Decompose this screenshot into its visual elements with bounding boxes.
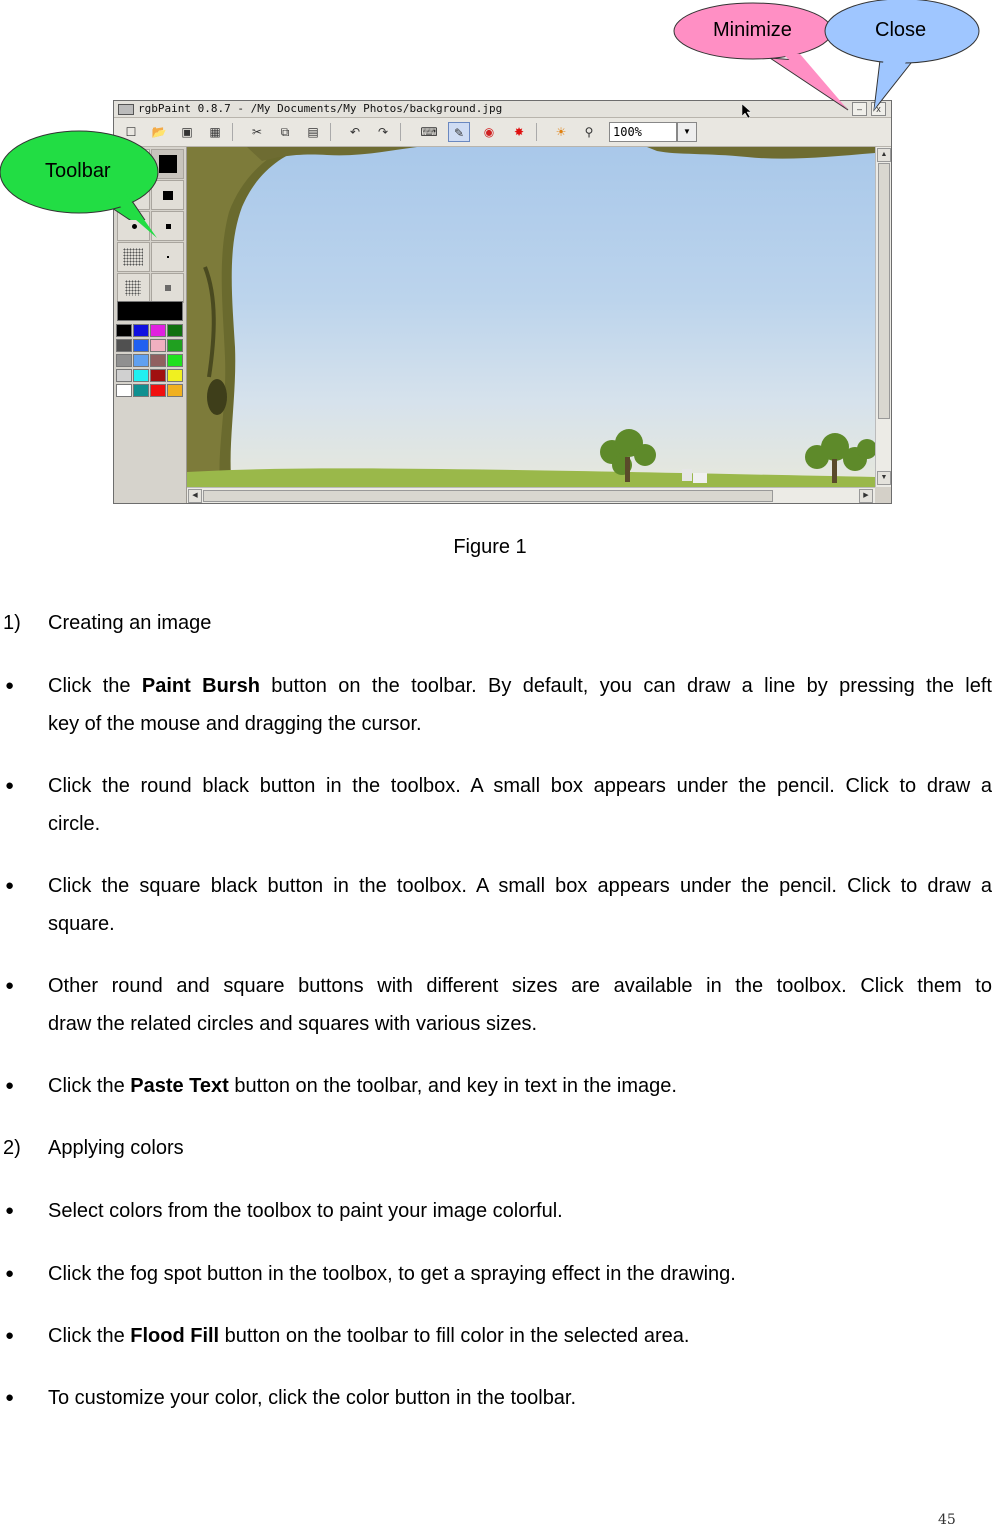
open-icon[interactable]: 📂 bbox=[151, 125, 167, 139]
bullet-icon: ● bbox=[5, 1265, 15, 1282]
minimize-button[interactable]: – bbox=[852, 102, 867, 116]
save-icon[interactable]: ▣ bbox=[181, 125, 193, 139]
page-number: 45 bbox=[938, 1512, 956, 1528]
scroll-down-icon[interactable]: ▼ bbox=[877, 471, 891, 485]
list-item-text: To customize your color, click the color button in the toolbar. bbox=[48, 1387, 577, 1409]
paste-icon[interactable]: ▤ bbox=[307, 125, 319, 139]
color-picker-icon[interactable]: ◉ bbox=[483, 125, 495, 139]
save-as-icon[interactable]: ▦ bbox=[209, 125, 221, 139]
bullet-icon: ● bbox=[5, 677, 15, 694]
color-swatch[interactable] bbox=[116, 324, 132, 337]
paste-text-icon[interactable]: ⌨ bbox=[420, 125, 438, 139]
list-item-text: Click the Paste Text button on the toolbar, and key in text in the image. bbox=[48, 1075, 677, 1097]
section-number: 1) bbox=[3, 612, 21, 634]
color-swatch[interactable] bbox=[133, 339, 149, 352]
color-swatch[interactable] bbox=[133, 369, 149, 382]
section-number: 2) bbox=[3, 1137, 21, 1159]
zoom-icon[interactable]: ⚲ bbox=[584, 125, 594, 139]
color-swatch[interactable] bbox=[150, 324, 166, 337]
bullet-icon: ● bbox=[5, 1202, 15, 1219]
horizontal-scroll-thumb[interactable] bbox=[203, 490, 773, 502]
bullet-icon: ● bbox=[5, 877, 15, 894]
section-title: Applying colors bbox=[48, 1137, 184, 1159]
bullet-icon: ● bbox=[5, 1389, 15, 1406]
bullet-icon: ● bbox=[5, 977, 15, 994]
color-swatch[interactable] bbox=[116, 384, 132, 397]
copy-icon[interactable]: ⧉ bbox=[280, 125, 290, 139]
cut-icon[interactable]: ✂ bbox=[251, 125, 263, 139]
fog-spot-tiny-button[interactable] bbox=[151, 273, 184, 303]
redo-icon[interactable]: ↷ bbox=[377, 125, 389, 139]
callout-tails bbox=[0, 0, 992, 260]
color-swatch[interactable] bbox=[133, 324, 149, 337]
minimize-callout-label: Minimize bbox=[713, 19, 792, 41]
color-swatch[interactable] bbox=[133, 354, 149, 367]
figure-caption: Figure 1 bbox=[453, 536, 527, 558]
window-title: rgbPaint 0.8.7 - /My Documents/My Photos/background.jpg bbox=[138, 102, 503, 115]
scroll-left-icon[interactable]: ◀ bbox=[188, 489, 202, 503]
color-swatch[interactable] bbox=[116, 369, 132, 382]
section-title: Creating an image bbox=[48, 612, 212, 634]
scroll-right-icon[interactable]: ▶ bbox=[859, 489, 873, 503]
color-swatch[interactable] bbox=[133, 384, 149, 397]
bullet-icon: ● bbox=[5, 1077, 15, 1094]
color-swatch[interactable] bbox=[150, 384, 166, 397]
color-swatch[interactable] bbox=[150, 369, 166, 382]
current-color-swatch[interactable] bbox=[117, 301, 183, 321]
close-button[interactable]: x bbox=[871, 102, 886, 116]
flood-fill-icon[interactable]: ✸ bbox=[513, 125, 525, 139]
fog-spot-medium-button[interactable] bbox=[117, 273, 150, 303]
color-swatch[interactable] bbox=[150, 339, 166, 352]
toolbar-callout-label: Toolbar bbox=[45, 160, 111, 182]
list-item-text: Click the fog spot button in the toolbox, to get a spraying effect in the drawing. bbox=[48, 1263, 736, 1285]
chevron-down-icon[interactable]: ▼ bbox=[677, 122, 697, 142]
list-item-text: Click the Flood Fill button on the toolbar to fill color in the selected area. bbox=[48, 1325, 690, 1347]
close-callout-label: Close bbox=[875, 19, 927, 41]
color-swatch[interactable] bbox=[167, 354, 183, 367]
color-swatch[interactable] bbox=[116, 354, 132, 367]
undo-icon[interactable]: ↶ bbox=[349, 125, 361, 139]
list-item-text: Select colors from the toolbox to paint your image colorful. bbox=[48, 1200, 563, 1222]
color-swatch[interactable] bbox=[167, 384, 183, 397]
brightness-icon[interactable]: ☀ bbox=[555, 125, 567, 139]
color-swatch[interactable] bbox=[167, 369, 183, 382]
bullet-icon: ● bbox=[5, 1327, 15, 1344]
color-swatch[interactable] bbox=[150, 354, 166, 367]
color-swatch[interactable] bbox=[116, 339, 132, 352]
list-item-text: Other round and square buttons with different sizes are available in the toolbox. Click them to bbox=[48, 975, 992, 997]
list-item-text: circle. bbox=[48, 813, 101, 835]
list-item-text: Click the round black button in the toolbox. A small box appears under the pencil. Click to draw a bbox=[48, 775, 992, 797]
list-item-text: key of the mouse and dragging the cursor. bbox=[48, 713, 422, 735]
list-item-text: draw the related circles and squares with various sizes. bbox=[48, 1013, 538, 1035]
list-item-text: Click the Paint Bursh button on the toolbar. By default, you can draw a line by pressing the left bbox=[48, 675, 992, 697]
bullet-icon: ● bbox=[5, 777, 15, 794]
color-swatch[interactable] bbox=[167, 324, 183, 337]
horizontal-scrollbar[interactable] bbox=[187, 487, 875, 504]
list-item-text: square. bbox=[48, 913, 115, 935]
paint-brush-icon[interactable]: ✎ bbox=[448, 122, 470, 142]
list-item-text: Click the square black button in the toolbox. A small box appears under the pencil. Click to draw a bbox=[48, 875, 992, 897]
new-icon[interactable]: ☐ bbox=[125, 125, 137, 139]
color-swatch[interactable] bbox=[167, 339, 183, 352]
zoom-select[interactable]: 100% bbox=[609, 122, 677, 142]
scroll-up-icon[interactable]: ▲ bbox=[877, 148, 891, 162]
